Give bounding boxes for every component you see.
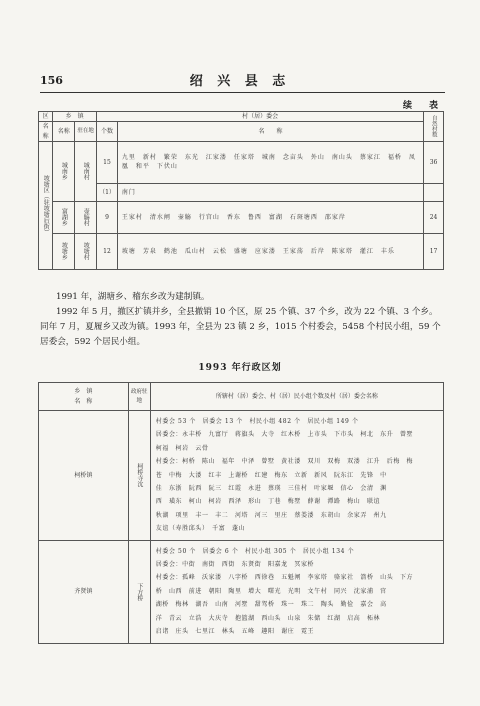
- th-seat: 政府驻地: [128, 383, 150, 411]
- content-line: 柯福 柯岩 云骨: [155, 444, 209, 452]
- seat-cell: 壶觞村: [75, 201, 97, 233]
- seat-cell: 城南村: [75, 141, 97, 201]
- content-line: 村委会：柯桥 陈山 福年 中泽 曾墅 黄社溇 双川 双梅 双溇 江升 后梅 梅: [155, 458, 414, 466]
- content-line: 桥 山西 前进 朝阳 陶里 增大 曙光 光明 文午村 同兴 沈家浦 官: [155, 587, 387, 595]
- content-line: 村委会 50 个 居委会 6 个 村民小组 305 个 居民小组 134 个: [155, 547, 355, 555]
- admin-table-continued: [38, 111, 444, 270]
- th-count: 个数: [97, 122, 118, 142]
- seat-cell: 下方桥: [128, 540, 150, 643]
- villages-cell: 九里 新村 繁荣 东光 江家溇 任家塔 城南 念亩头 外山 南山头 蔡家江 福桥 凤凰 和平 下伏山: [117, 141, 423, 183]
- th-township-group: 乡 镇: [53, 112, 97, 122]
- th-township-label: 乡 镇: [74, 388, 93, 396]
- content-line: 村委会：孤峰 沃家溇 八字桥 西徐巷 五魁闸 李家塔 骆家社 箭桥 山头 下方: [155, 574, 414, 582]
- content-cell: [150, 540, 443, 643]
- villages-cell: 王家村 清水闸 壶觞 行宫山 香东 鲁西 富湖 石斑塘西 邵家岸: [117, 201, 423, 233]
- th-village-name: 名 称: [117, 122, 423, 142]
- content-line: 友谊（寿胜邱头） 千富 蓬山: [155, 525, 246, 533]
- th-district: 区: [39, 112, 53, 122]
- township-cell: 城南乡: [53, 141, 75, 201]
- content-line: 启诸 庄头 七里江 林头 五峰 趣阳 谢庄 霓王: [155, 628, 315, 636]
- content-line: 村委会 53 个 居委会 13 个 村民小组 482 个 居民小组 149 个: [155, 418, 359, 425]
- page-number: 156: [40, 74, 63, 87]
- natural-cell: 17: [424, 233, 444, 269]
- th-name-label: 名 称: [74, 397, 93, 405]
- district-cell: 坡塘区（驻坡塘后街）: [39, 141, 53, 269]
- count-cell: （1）: [97, 183, 118, 201]
- seat-cell: 坡塘村: [75, 233, 97, 269]
- th-content: 所辖村（居）委会、村（居）民小组个数及村（居）委会名称: [150, 383, 443, 411]
- content-cell: [150, 411, 443, 541]
- content-line: 西 璜东 柯山 柯岩 西泽 形山 丁巷 梅墅 薛谢 潭路 梅山 联谊: [155, 498, 381, 506]
- township-cell: 坡塘乡: [53, 233, 75, 269]
- th-natural-villages: 自然村数: [424, 112, 444, 142]
- natural-cell: 24: [424, 201, 444, 233]
- count-cell: 12: [97, 233, 118, 269]
- body-text: [40, 290, 445, 350]
- natural-cell: [424, 183, 444, 201]
- content-line: 佳 东浙 阮西 阮三 红霞 永进 蔡瑛 三佳村 叶家堰 信心 会清 渊: [155, 485, 387, 493]
- admin-division-1993-table: [38, 382, 444, 644]
- th-township: [39, 383, 129, 411]
- villages-cell: 南门: [117, 183, 423, 201]
- th-township-name: 名称: [53, 122, 75, 142]
- villages-cell: 坡塘 芳泉 鹤池 瓜山村 云松 盛塘 应家溇 王家荡 后岸 陈家塔 灌江 丰乐: [117, 233, 423, 269]
- continued-label: 续 表: [402, 101, 442, 111]
- content-line: 苍 中梅 大溇 红丰 上谢桥 红建 梅东 立新 新风 阮东江 先锋 中: [155, 471, 387, 479]
- section-title: 1993 年行政区划: [198, 363, 282, 373]
- th-village-group: 村（居）委会: [97, 112, 424, 122]
- township-name-cell: 齐贤镇: [39, 540, 129, 643]
- township-cell: 富湖乡: [53, 201, 75, 233]
- count-cell: 9: [97, 201, 118, 233]
- content-line: 秋湖 项里 丰一 丰二 河塔 河三 里庄 蔡娄溇 东胡山 余家弄 州九: [155, 511, 387, 519]
- seat-cell: 柯桥寺沈: [128, 411, 150, 541]
- paragraph: 1991 年，湖塘乡、稽东乡改为建制镇。: [56, 292, 210, 302]
- count-cell: 15: [97, 141, 118, 183]
- township-name-cell: 柯桥镇: [39, 411, 129, 541]
- content-line: 居委会：永丰桥 九富厅 蒋旗头 大寺 红木桥 上市头 下市头 柯北 东升 曾墅: [155, 431, 414, 439]
- th-seat: 驻在地: [75, 122, 97, 142]
- th-district-name: 名称: [39, 122, 53, 142]
- header-rule: [40, 92, 445, 93]
- natural-cell: 36: [424, 141, 444, 183]
- content-line: 洋 青云 立浩 大庆寺 抱篮湖 西山头 山泉 朱储 红湖 启高 柘林: [155, 614, 381, 622]
- content-line: 居委会：中街 南街 西街 东贤街 阳嘉龙 冥家桥: [155, 561, 315, 569]
- paragraph: 1992 年 5 月，撤区扩镇并乡，全县撤销 10 个区，原 25 个镇、37 个乡，改为 22 个镇、3 个乡。同年 7 月，夏履乡又改为镇。1993 年，全县为 23 镇 2 乡，1015 个村委会，5458 个村民小组，59 个居委会，592 个居民小组。: [40, 307, 441, 347]
- book-title: 绍 兴 县 志: [189, 74, 291, 89]
- content-line: 湖桥 梅林 湖吾 山南 河墅 甜驾桥 珠一 珠二 陶头 勤俭 嘉会 高: [155, 601, 387, 609]
